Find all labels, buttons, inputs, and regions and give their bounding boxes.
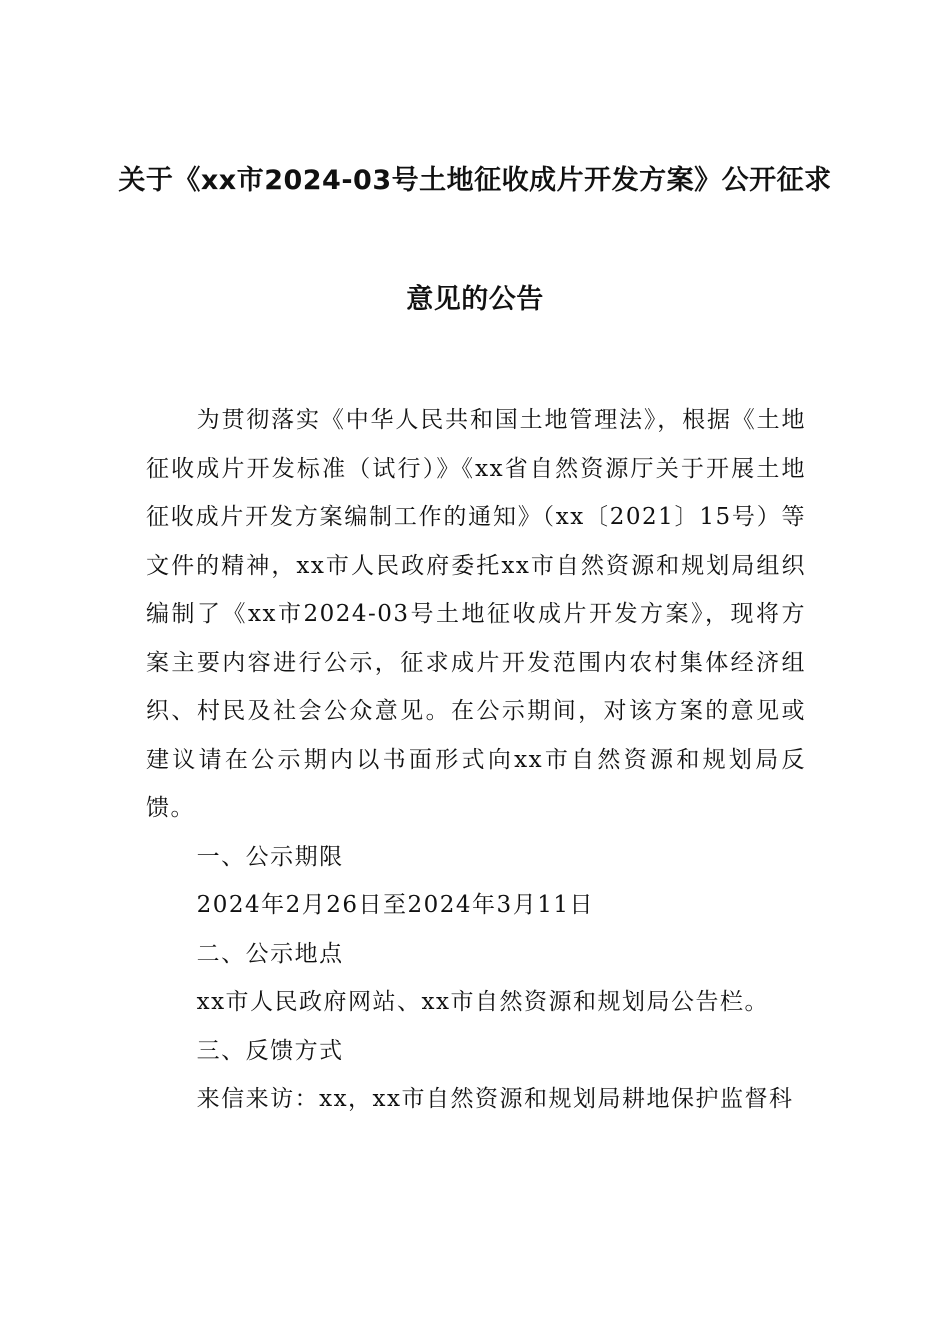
- intro-paragraph: 为贯彻落实《中华人民共和国土地管理法》，根据《土地征收成片开发标准（试行）》《xx省自然资源厅关于开展土地征收成片开发方案编制工作的通知》（xx〔2021〕15号）等文件的精神，xx市人民政府委托xx市自然资源和规划局组织编制了《xx市2024-03号土地征收成片开发方案》，现将方案主要内容进行公示，征求成片开发范围内农村集体经济组织、村民及社会公众意见。在公示期间，对该方案的意见或建议请在公示期内以书面形式向xx市自然资源和规划局反馈。: [146, 407, 806, 821]
- feedback-text: 来信来访：xx，xx市自然资源和规划局耕地保护监督科: [196, 1086, 794, 1112]
- document-title-line-1: 关于《xx市2024-03号土地征收成片开发方案》公开征求: [118, 165, 832, 196]
- section-heading-location: 二、公示地点: [196, 940, 344, 967]
- section-heading-feedback: 三、反馈方式: [196, 1037, 344, 1064]
- document-body: [146, 396, 806, 1124]
- section-heading-period: 一、公示期限: [196, 843, 344, 870]
- location-text: xx市人民政府网站、xx市自然资源和规划局公告栏。: [196, 989, 769, 1015]
- period-text: 2024年2月26日至2024年3月11日: [196, 892, 594, 918]
- document-title-line-2: 意见的公告: [406, 284, 544, 315]
